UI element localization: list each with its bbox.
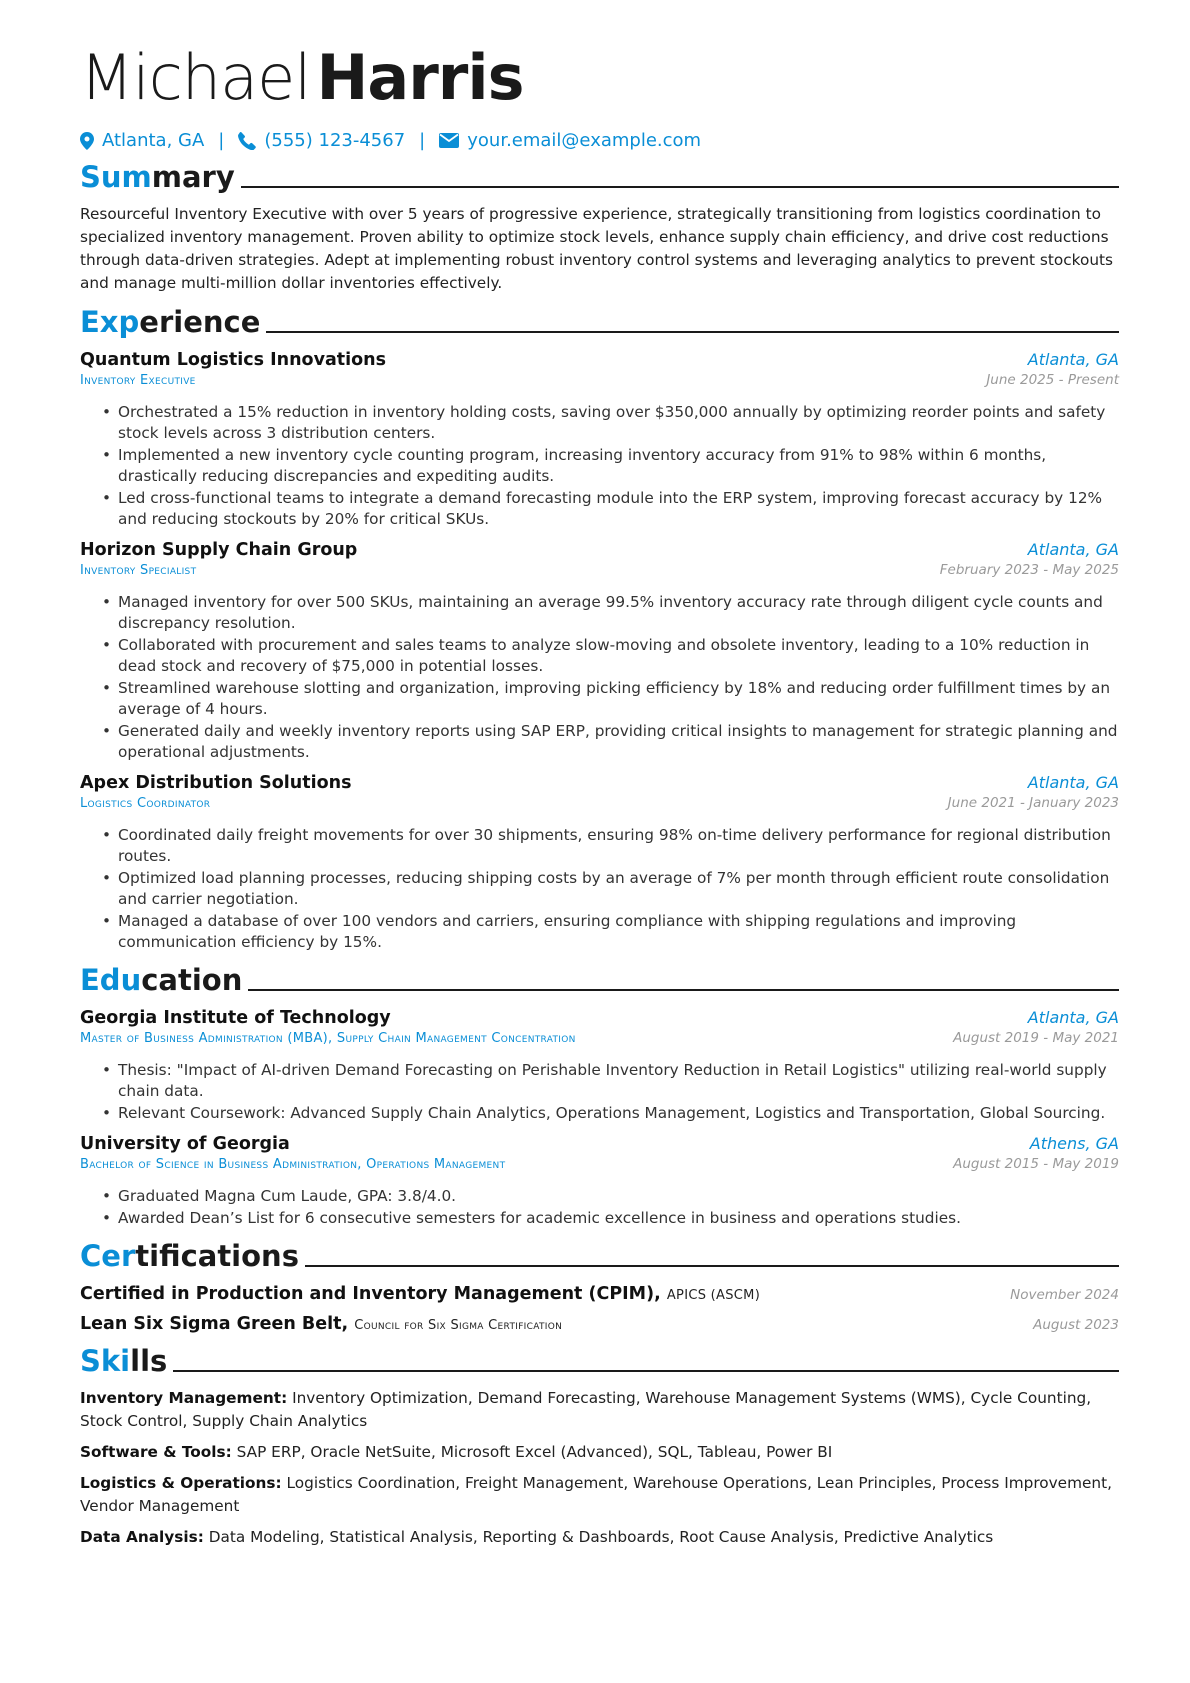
title-rest: mary <box>151 160 235 194</box>
bullet-list <box>80 825 1119 953</box>
map-pin-icon <box>80 132 94 150</box>
company-name: Quantum Logistics Innovations <box>80 350 387 370</box>
title-accent: Cer <box>80 1239 136 1273</box>
section-summary-title <box>80 159 1119 195</box>
summary-text: Resourceful Inventory Executive with over 5 years of progressive experience, strategically transitioning from logistics coordination to specialized inventory management. Proven ability to optimize stock levels, enhance supply chain efficiency, and drive cost reductions through data-driven strategies. Adept at implementing robust inventory control systems and leveraging analytics to prevent stockouts and manage multi-million dollar inventories effectively. <box>80 205 1113 292</box>
title-accent: Exp <box>80 305 140 339</box>
skill-items: Inventory Optimization, Demand Forecasting, Warehouse Management Systems (WMS), Cycle Counting, Stock Control, Supply Chain Analytics <box>80 1389 1092 1430</box>
bullet-item: • Collaborated with procurement and sales teams to analyze slow-moving and obsolete inventory, leading to a 10% reduction in dead stock and recovery of $75,000 in potential losses. <box>118 635 1119 677</box>
company-name: Apex Distribution Solutions <box>80 773 352 793</box>
bullet-item: • Managed a database of over 100 vendors and carriers, ensuring compliance with shipping regulations and improving communication efficiency by 15%. <box>118 911 1119 953</box>
certification-issuer: APICS (ASCM) <box>666 1288 761 1303</box>
first-name: Michael <box>80 41 311 114</box>
education-entry <box>80 1134 1119 1229</box>
bullet-item: • Relevant Coursework: Advanced Supply Chain Analytics, Operations Management, Logistics and Transportation, Global Sourcing. <box>118 1103 1119 1124</box>
school-location: Athens, GA <box>1029 1134 1119 1153</box>
contact-bar <box>80 130 1119 151</box>
skill-category: Software & Tools: <box>80 1443 232 1461</box>
job-dates: June 2021 - January 2023 <box>947 795 1119 811</box>
education-dates: August 2019 - May 2021 <box>953 1030 1119 1046</box>
section-experience-title <box>80 304 1119 340</box>
bullet-item: • Managed inventory for over 500 SKUs, maintaining an average 99.5% inventory accuracy rate through diligent cycle counts and discrepancy resolution. <box>118 592 1119 634</box>
section-certifications-title <box>80 1238 1119 1274</box>
title-accent: Ski <box>80 1344 131 1378</box>
location-text: Atlanta, GA <box>102 130 205 151</box>
certification-name: Lean Six Sigma Green Belt <box>80 1314 342 1334</box>
degree: Bachelor of Science in Business Administration, Operations Management <box>80 1157 506 1172</box>
bullet-item: • Thesis: "Impact of AI-driven Demand Forecasting on Perishable Inventory Reduction in Retail Logistics" utilizing real-world supply chain data. <box>118 1060 1119 1102</box>
contact-location <box>80 130 204 151</box>
education-dates: August 2015 - May 2019 <box>953 1156 1119 1172</box>
section-skills-title <box>80 1343 1119 1379</box>
title-rest: cation <box>141 963 243 997</box>
certification-date: November 2024 <box>1010 1287 1119 1303</box>
school-location: Atlanta, GA <box>1027 1008 1119 1027</box>
phone-icon <box>238 132 256 150</box>
skill-row <box>80 1441 1119 1464</box>
bullet-item: • Implemented a new inventory cycle counting program, increasing inventory accuracy from 91% to 98% within 6 months, drastically reducing discrepancies and expediting audits. <box>118 445 1119 487</box>
contact-phone <box>238 130 405 151</box>
skill-items: Logistics Coordination, Freight Management, Warehouse Operations, Lean Principles, Process Improvement, Vendor Management <box>80 1474 1112 1515</box>
contact-separator: | <box>218 130 225 151</box>
bullet-item: • Orchestrated a 15% reduction in inventory holding costs, saving over $350,000 annually by optimizing reorder points and safety stock levels across 3 distribution centers. <box>118 402 1119 444</box>
job-dates: June 2025 - Present <box>986 372 1119 388</box>
title-accent: Edu <box>80 963 142 997</box>
email-link[interactable]: your.email@example.com <box>467 130 702 151</box>
bullet-list <box>80 1186 1119 1229</box>
section-rule <box>305 1265 1119 1267</box>
job-title: Inventory Executive <box>80 373 196 388</box>
bullet-list <box>80 1060 1119 1124</box>
company-name: Horizon Supply Chain Group <box>80 540 358 560</box>
contact-separator: | <box>419 130 426 151</box>
skill-row <box>80 1526 1119 1549</box>
bullet-item: • Optimized load planning processes, reducing shipping costs by an average of 7% per month through efficient route consolidation and carrier negotiation. <box>118 868 1119 910</box>
section-rule <box>266 331 1119 333</box>
skill-row <box>80 1472 1119 1518</box>
certification-entry: Lean Six Sigma Green Belt, Council for Six Sigma Certification August 2023 <box>80 1314 1119 1334</box>
bullet-list <box>80 592 1119 763</box>
job-title: Logistics Coordinator <box>80 796 211 811</box>
bullet-item: • Graduated Magna Cum Laude, GPA: 3.8/4.0. <box>118 1186 1119 1207</box>
skill-category: Logistics & Operations: <box>80 1474 282 1492</box>
school-name: University of Georgia <box>80 1134 290 1154</box>
skill-items: SAP ERP, Oracle NetSuite, Microsoft Excel (Advanced), SQL, Tableau, Power BI <box>236 1443 833 1461</box>
bullet-list <box>80 402 1119 530</box>
job-dates: February 2023 - May 2025 <box>939 562 1119 578</box>
bullet-item: • Awarded Dean’s List for 6 consecutive semesters for academic excellence in business and operations studies. <box>118 1208 1119 1229</box>
section-rule <box>248 989 1119 991</box>
contact-email[interactable] <box>439 130 701 151</box>
title-accent: Sum <box>80 160 152 194</box>
job-location: Atlanta, GA <box>1027 350 1119 369</box>
job-location: Atlanta, GA <box>1027 773 1119 792</box>
experience-entry <box>80 540 1119 763</box>
school-name: Georgia Institute of Technology <box>80 1008 391 1028</box>
skill-row <box>80 1387 1119 1433</box>
title-rest: lls <box>130 1344 168 1378</box>
phone-text: (555) 123-4567 <box>264 130 406 151</box>
certification-issuer: Council for Six Sigma Certification <box>354 1318 563 1333</box>
section-education-title <box>80 962 1119 998</box>
section-rule <box>173 1370 1119 1372</box>
certification-entry: Certified in Production and Inventory Management (CPIM), APICS (ASCM) November 2024 <box>80 1284 1119 1304</box>
skill-category: Inventory Management: <box>80 1389 288 1407</box>
certification-date: August 2023 <box>1033 1317 1119 1333</box>
section-rule <box>241 186 1119 188</box>
bullet-item: • Coordinated daily freight movements for over 30 shipments, ensuring 98% on-time delivery performance for regional distribution routes. <box>118 825 1119 867</box>
title-rest: erience <box>139 305 261 339</box>
bullet-item: • Streamlined warehouse slotting and organization, improving picking efficiency by 18% and reducing order fulfillment times by an average of 4 hours. <box>118 678 1119 720</box>
job-title: Inventory Specialist <box>80 563 197 578</box>
experience-entry <box>80 350 1119 530</box>
job-location: Atlanta, GA <box>1027 540 1119 559</box>
skill-items: Data Modeling, Statistical Analysis, Reporting & Dashboards, Root Cause Analysis, Predictive Analytics <box>208 1528 994 1546</box>
degree: Master of Business Administration (MBA), Supply Chain Management Concentration <box>80 1031 576 1046</box>
title-rest: tifications <box>135 1239 299 1273</box>
bullet-item: • Led cross-functional teams to integrate a demand forecasting module into the ERP system, improving forecast accuracy by 12% and reducing stockouts by 20% for critical SKUs. <box>118 488 1119 530</box>
education-entry <box>80 1008 1119 1124</box>
candidate-name <box>80 40 1119 116</box>
experience-entry <box>80 773 1119 953</box>
bullet-item: • Generated daily and weekly inventory reports using SAP ERP, providing critical insights to management for strategic planning and operational adjustments. <box>118 721 1119 763</box>
skill-category: Data Analysis: <box>80 1528 204 1546</box>
certification-name: Certified in Production and Inventory Management (CPIM) <box>80 1284 655 1304</box>
envelope-icon <box>439 133 459 148</box>
last-name: Harris <box>316 41 524 114</box>
